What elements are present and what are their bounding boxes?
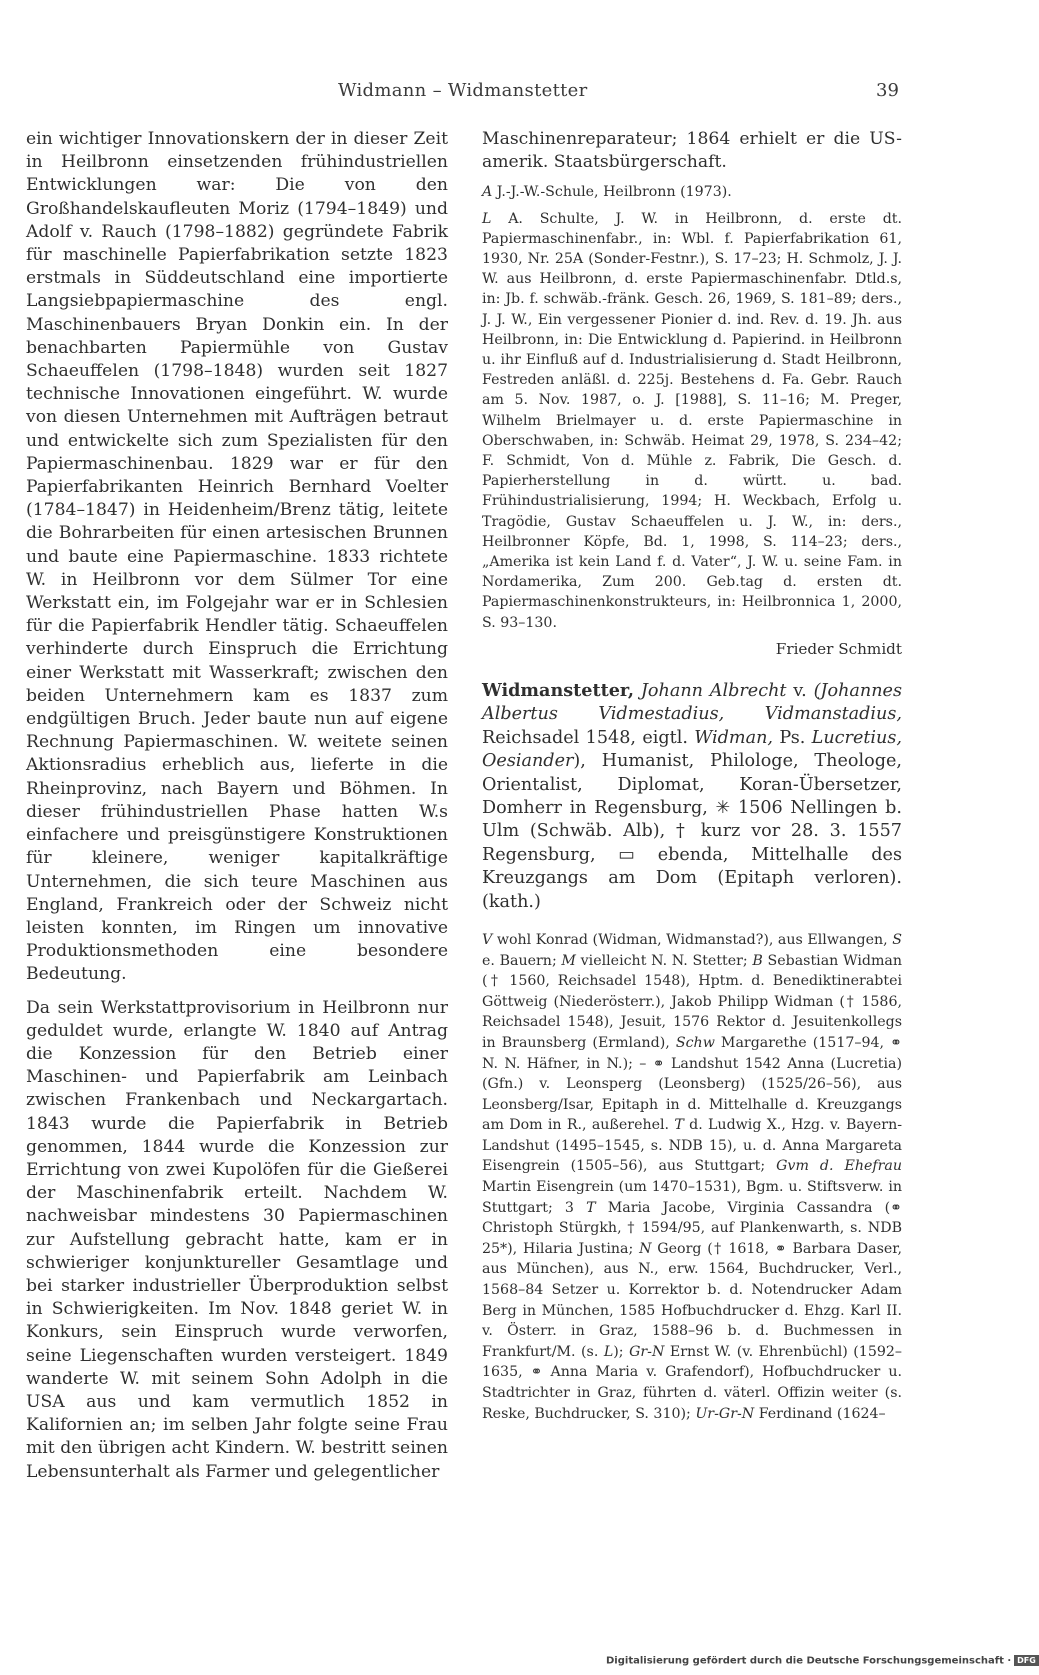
page-number: 39 xyxy=(876,80,899,101)
paragraph-workshop: Da sein Werkstattprovisorium in Heilbronn nur geduldet wurde, erlangte W. 1840 auf Antrag die Konzession für den Betrieb einer Maschinen- und Papierfabrik am Leinbach zwischen Frankenbach und Neckargartach. 1843 wurde die Papierfabrik in Betrieb genommen, 1844 wurde die Konzession zur Errichtung von zwei Kupolöfen für die Gießerei der Maschinenfabrik erteilt. Nachdem W. nachweisbar mindestens 30 Papiermaschinen zur Aufstellung gebracht hatte, kam er in schwieriger konjunktureller Gesamtlage und bei starker industrieller Überproduktion selbst in Schwierigkeiten. Im Nov. 1848 geriet W. in Konkurs, sein Einspruch wurde verworfen, seine Liegenschaften wurden versteigert. 1849 wanderte W. mit seinem Sohn Adolph in die USA aus und kam vermutlich 1852 in Kalifornien an; im selben Jahr folgte seine Frau mit den übrigen acht Kindern. W. bestritt seinen Lebensunterhalt als Farmer und gelegentlicher xyxy=(26,997,448,1482)
entry-alias-widman: Widman, xyxy=(694,727,774,748)
genealogy-label: M xyxy=(561,952,576,969)
genealogy-label: T xyxy=(586,1199,596,1216)
genealogy-label: S xyxy=(892,931,902,948)
dfg-logo: DFG xyxy=(1014,1655,1039,1666)
footer-text: Digitalisierung gefördert durch die Deutsche Forschungsgemeinschaft · xyxy=(606,1655,1012,1667)
entry-given-names: Johann Albrecht xyxy=(640,680,787,701)
entry-header xyxy=(482,679,902,914)
entry-plain-1: Reichsadel 1548, eigtl. xyxy=(482,727,695,748)
entry-name: Widmanstetter, xyxy=(482,679,635,701)
genealogy-text: ); xyxy=(613,1343,630,1360)
genealogy-label: T xyxy=(674,1117,684,1134)
genealogy-text: wohl Konrad (Widman, Widmanstad?), aus Ellwangen, xyxy=(492,931,893,948)
genealogy-label: Gvm d. Ehefrau xyxy=(776,1158,902,1175)
left-column xyxy=(26,128,448,1484)
genealogy-text: Margarethe (1517–94, ⚭ N. N. Häfner, in N.); – ⚭ Landshut 1542 Anna (Lucretia) (Gfn.) v. Leonsperg (Leonsberg) (1525/26–56), aus Leonsberg/Isar, Epitaph in d. Mittelhalle d. Kreuzgangs am Dom in R., außerehel. xyxy=(482,1034,903,1134)
genealogy-label: Ur-Gr-N xyxy=(695,1405,755,1422)
awards-text: J.-J.-W.-Schule, Heilbronn (1973). xyxy=(496,184,732,201)
genealogy-label: N xyxy=(639,1240,652,1257)
author-signature: Frieder Schmidt xyxy=(775,639,902,658)
genealogy-label: L xyxy=(603,1343,614,1360)
genealogy-label: Schw xyxy=(675,1034,715,1051)
literature-section xyxy=(482,209,902,633)
paragraph-innovation: ein wichtiger Innovationskern der in dieser Zeit in Heilbronn einsetzenden frühindustriellen Entwicklungen war: Die von den Großhandelskaufleuten Moriz (1794–1849) und Adolf v. Rauch (1798–1882) gegründete Fabrik für maschinelle Papierfabrikation setzte 1823 erstmals in Süddeutschland eine importierte Langsiebpapiermaschine des engl. Maschinenbauers Bryan Donkin ein. In der benachbarten Papiermühle von Gustav Schaeuffelen (1798–1848) wurden seit 1827 technische Innovationen eingeführt. W. wurde von diesen Unternehmen mit Aufträgen betraut und entwickelte sich zum Spezialisten für den Papiermaschinenbau. 1829 war er für den Papierfabrikanten Heinrich Bernhard Voelter (1784–1847) in Heidenheim/Brenz tätig, leitete die Bohrarbeiten für einen artesischen Brunnen und baute eine Papiermaschine. 1833 richtete W. in Heilbronn vor dem Sülmer Tor eine Werkstatt ein, im Folgejahr war er in Schlesien für die Papierfabrik Hendler tätig. Schaeuffelen verhinderte durch Einspruch die Errichtung einer Werkstatt mit Wasserkraft; zwischen den beiden Unternehmern kam es 1837 zum endgültigen Bruch. Jeder baute nun auf eigene Rechnung Papiermaschinen. W. weitete seinen Aktionsradius erheblich aus, lieferte in die Rheinprovinz, nach Bayern und Böhmen. In dieser frühindustriellen Phase hatten W.s einfachere und preisgünstigere Konstruktionen für kleinere, weniger kapitalkräftige Unternehmen, die sich teure Maschinen aus England, Frankreich oder der Schweiz nicht leisten konnten, im Ringen um innovative Produktionsmethoden eine besondere Bedeutung. xyxy=(26,129,448,985)
genealogy-text: Ernst W. (v. Ehrenbüchl) (1592–1635, ⚭ Anna Maria v. Grafendorf), Hofbuchdrucker u. Stadtrichter in Graz, führten d. väterl. Offizin weiter (s. Reske, Buchdrucker, S. 310); xyxy=(482,1343,903,1422)
paragraph-continuation: Maschinenreparateur; 1864 erhielt er die US-amerik. Staatsbürgerschaft. xyxy=(482,129,902,173)
entry-alias-latin: (Johannes Albertus Vidmestadius, Vidmanstadius, xyxy=(482,680,902,725)
genealogy-text: Sebastian Widman († 1560, Reichsadel 1548), Hptm. d. Benediktinerabtei Göttweig (Niederösterr.), Jakob Philipp Widman († 1586, Reichsadel 1548), Jesuit, 1576 Rektor d. Jesuitenkollegs in Braunsberg (Ermland), xyxy=(482,952,902,1051)
genealogy-text: Ferdinand (1624– xyxy=(754,1405,886,1422)
entry-description: ), Humanist, Philologe, Theologe, Orientalist, Diplomat, Koran-Übersetzer, Domherr in Regensburg, ✳ 1506 Nellingen b. Ulm (Schwäb. Alb), † kurz vor 28. 3. 1557 Regensburg, ▭ ebenda, Mittelhalle des Kreuzgangs am Dom (Epitaph verloren). (kath.) xyxy=(482,751,902,912)
digitization-footer xyxy=(606,1655,1036,1673)
page-header xyxy=(0,80,1000,110)
genealogy-text: d. Ludwig X., Hzg. v. Bayern-Landshut (1495–1545, s. NDB 15), u. d. Anna Margareta Eisengrein (1505–56), aus Stuttgart; xyxy=(482,1117,902,1175)
awards-section xyxy=(482,182,902,202)
entry-plain-2: Ps. xyxy=(773,727,812,748)
entry-particle: v. xyxy=(786,680,814,701)
genealogy-text: Georg († 1618, ⚭ Barbara Daser, aus München), aus N., erw. 1564, Buchdrucker, Verl., 1568–84 Setzer u. Korrektor b. d. Notendrucker Adam Berg in München, 1585 Hofbuchdrucker d. Ehzg. Karl II. v. Österr. in Graz, 1588–96 b. d. Buchmessen in Frankfurt/M. (s. xyxy=(482,1240,902,1360)
genealogy-label: V xyxy=(482,931,493,948)
genealogy-section xyxy=(482,930,902,1424)
genealogy-text: e. Bauern; xyxy=(482,952,562,969)
entry-alias-pseudonym: Lucretius, Oesiander xyxy=(482,727,903,772)
genealogy-text: vielleicht N. N. Stetter; xyxy=(575,952,753,969)
running-head: Widmann – Widmanstetter xyxy=(338,80,588,101)
literature-text: A. Schulte, J. W. in Heilbronn, d. erste dt. Papiermaschinenfabr., in: Wbl. f. Papierfabrikation 61, 1930, Nr. 25A (Sonder-Festnr.), S. 17–23; H. Schmolz, J. J. W. aus Heilbronn, d. erste Papiermaschinenfabr. Dtld.s, in: Jb. f. schwäb.-fränk. Gesch. 26, 1969, S. 181–89; ders., J. J. W., Ein vergessener Pionier d. ind. Rev. d. 19. Jh. aus Heilbronn, in: Die Entwicklung d. Papierind. in Heilbronn u. ihr Einfluß auf d. Industrialisierung d. Stadt Heilbronn, Festreden anläßl. d. 225j. Bestehens d. Fa. Gebr. Rauch am 5. Nov. 1987, o. J. [1988], S. 11–16; M. Preger, Wilhelm Brielmayer u. d. erste Papiermaschine in Oberschwaben, in: Schwäb. Heimat 29, 1978, S. 234–42; F. Schmidt, Von d. Mühle z. Fabrik, Die Gesch. d. Papierherstellung in d. württ. u. bad. Frühindustrialisierung, 1994; H. Weckbach, Erfolg u. Tragödie, Gustav Schaeuffelen u. J. W., in: ders., Heilbronner Köpfe, Bd. 1, 1998, S. 114–23; ders., „Amerika ist kein Land f. d. Vater“, J. W. u. seine Fam. in Nordamerika, Zum 200. Geb.tag d. ersten dt. Papiermaschinenkonstrukteurs, in: Heilbronnica 1, 2000, S. 93–130. xyxy=(482,210,902,631)
awards-label: A xyxy=(482,184,493,201)
genealogy-label: B xyxy=(752,952,763,969)
genealogy-label: Gr-N xyxy=(629,1343,665,1360)
genealogy-text: Maria Jacobe, Virginia Cassandra (⚭ Christoph Stürgkh, † 1594/95, auf Plankenwarth, s. NDB 25*), Hilaria Justina; xyxy=(482,1199,903,1257)
right-column xyxy=(482,128,902,1424)
genealogy-text: Martin Eisengrein (um 1470–1531), Bgm. u. Stiftsverw. in Stuttgart; 3 xyxy=(482,1179,902,1216)
literature-label: L xyxy=(482,210,492,227)
